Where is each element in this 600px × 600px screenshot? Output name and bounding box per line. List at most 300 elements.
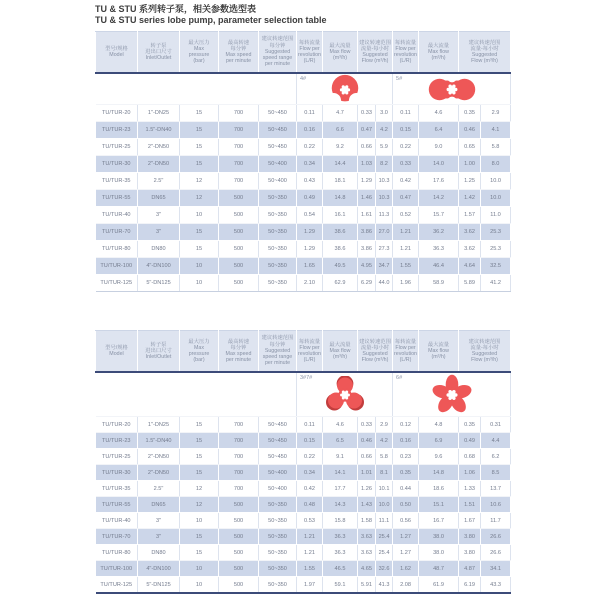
cell-speed-range: 50~450 (259, 417, 297, 433)
table-row (96, 529, 511, 545)
cell-suggested-flow-max-g1: 25.4 (376, 545, 393, 561)
cell-speed-range: 50~350 (259, 241, 297, 258)
cell-max-flow-g1: 62.9 (323, 275, 358, 292)
cell-flow-per-rev-g2: 0.56 (393, 513, 419, 529)
table-row (96, 481, 511, 497)
cell-suggested-flow-max-g1: 10.0 (376, 497, 393, 513)
cell-max-flow-g1: 15.8 (323, 513, 358, 529)
cell-suggested-flow-min-g2: 0.35 (459, 105, 481, 122)
rotor-4-lobe-disc-icon (327, 74, 363, 104)
cell-max-flow-g1: 38.6 (323, 224, 358, 241)
cell-suggested-flow-min-g1: 0.47 (358, 122, 376, 139)
cell-inlet-outlet: 2"-DN50 (138, 449, 180, 465)
cell-max-speed: 500 (219, 545, 259, 561)
cell-model: TU/TUR-40 (96, 207, 138, 224)
cell-max-flow-g2: 14.8 (419, 465, 459, 481)
cell-suggested-flow-max-g1: 11.1 (376, 513, 393, 529)
cell-inlet-outlet: DN65 (138, 190, 180, 207)
cell-max-flow-g2: 38.0 (419, 545, 459, 561)
col-header-max-flow-g2: 最大流量 Max flow (m³/h) (419, 331, 459, 373)
cell-suggested-flow-max-g2: 10.6 (481, 497, 511, 513)
cell-max-flow-g1: 49.5 (323, 258, 358, 275)
cell-max-pressure: 15 (180, 433, 219, 449)
cell-suggested-flow-max-g2: 0.31 (481, 417, 511, 433)
cell-model: TU/TUR-25 (96, 139, 138, 156)
cell-suggested-flow-min-g1: 1.29 (358, 173, 376, 190)
cell-max-pressure: 10 (180, 513, 219, 529)
cell-inlet-outlet: 4"-DN100 (138, 258, 180, 275)
cell-model: TU/TUR-30 (96, 465, 138, 481)
cell-max-speed: 500 (219, 529, 259, 545)
cell-flow-per-rev-g2: 1.27 (393, 529, 419, 545)
cell-max-speed: 500 (219, 207, 259, 224)
cell-speed-range: 50~350 (259, 224, 297, 241)
col-header-max-speed: 最高转速 每分钟 Max speed per minute (219, 32, 259, 74)
cell-speed-range: 50~350 (259, 190, 297, 207)
cell-suggested-flow-max-g1: 41.3 (376, 577, 393, 594)
cell-suggested-flow-min-g1: 0.33 (358, 417, 376, 433)
cell-max-flow-g2: 14.0 (419, 156, 459, 173)
cell-model: TU/TUR-70 (96, 224, 138, 241)
rotor-group-cell-2 (393, 73, 511, 105)
cell-inlet-outlet: 5"-DN125 (138, 577, 180, 594)
cell-flow-per-rev-g1: 1.55 (297, 561, 323, 577)
col-header-flow-per-rev-g1: 每转流量 Flow per revolution (L/R) (297, 331, 323, 373)
cell-max-speed: 700 (219, 433, 259, 449)
cell-inlet-outlet: 3" (138, 224, 180, 241)
cell-max-pressure: 15 (180, 545, 219, 561)
parameter-table-1 (95, 31, 511, 292)
cell-suggested-flow-max-g2: 5.8 (481, 139, 511, 156)
table-row (96, 224, 511, 241)
cell-max-pressure: 12 (180, 190, 219, 207)
cell-flow-per-rev-g1: 0.54 (297, 207, 323, 224)
table-row (96, 156, 511, 173)
cell-speed-range: 50~350 (259, 258, 297, 275)
rotor-group-cell-2 (393, 372, 511, 417)
col-header-max-flow-g1: 最大流量 Max flow (m³/h) (323, 32, 358, 74)
cell-speed-range: 50~450 (259, 122, 297, 139)
cell-flow-per-rev-g1: 1.97 (297, 577, 323, 594)
cell-max-pressure: 15 (180, 465, 219, 481)
cell-flow-per-rev-g2: 0.12 (393, 417, 419, 433)
cell-inlet-outlet: 3" (138, 207, 180, 224)
cell-suggested-flow-min-g2: 1.57 (459, 207, 481, 224)
rotor-group-cell-1 (297, 73, 393, 105)
cell-suggested-flow-min-g2: 1.51 (459, 497, 481, 513)
cell-flow-per-rev-g1: 0.34 (297, 465, 323, 481)
cell-max-pressure: 12 (180, 481, 219, 497)
cell-suggested-flow-max-g2: 8.0 (481, 156, 511, 173)
table-row (96, 545, 511, 561)
cell-speed-range: 50~350 (259, 545, 297, 561)
cell-flow-per-rev-g2: 2.08 (393, 577, 419, 594)
cell-model: TU/TUR-70 (96, 529, 138, 545)
col-header-suggested-flow-g1: 建议转速范围 流量-每小时 Suggested Flow (m³/h) (358, 32, 393, 74)
table-row (96, 561, 511, 577)
table-row (96, 433, 511, 449)
cell-flow-per-rev-g2: 0.42 (393, 173, 419, 190)
cell-max-speed: 500 (219, 224, 259, 241)
cell-inlet-outlet: 5"-DN125 (138, 275, 180, 292)
cell-max-flow-g1: 6.6 (323, 122, 358, 139)
table-row (96, 241, 511, 258)
table-row (96, 275, 511, 292)
cell-suggested-flow-max-g2: 6.2 (481, 449, 511, 465)
cell-flow-per-rev-g2: 1.27 (393, 545, 419, 561)
cell-max-flow-g2: 61.9 (419, 577, 459, 594)
cell-flow-per-rev-g2: 0.52 (393, 207, 419, 224)
cell-suggested-flow-max-g2: 34.1 (481, 561, 511, 577)
cell-flow-per-rev-g1: 0.53 (297, 513, 323, 529)
cell-max-flow-g2: 15.7 (419, 207, 459, 224)
cell-model: TU/TUR-20 (96, 417, 138, 433)
cell-flow-per-rev-g1: 1.21 (297, 529, 323, 545)
cell-max-flow-g1: 14.1 (323, 465, 358, 481)
cell-speed-range: 50~450 (259, 433, 297, 449)
cell-flow-per-rev-g1: 0.42 (297, 481, 323, 497)
cell-max-pressure: 10 (180, 207, 219, 224)
cell-max-flow-g2: 4.8 (419, 417, 459, 433)
cell-suggested-flow-min-g2: 0.46 (459, 122, 481, 139)
table-row (96, 465, 511, 481)
col-header-flow-per-rev-g1: 每转流量 Flow per revolution (L/R) (297, 32, 323, 74)
cell-suggested-flow-min-g2: 0.65 (459, 139, 481, 156)
cell-speed-range: 50~400 (259, 465, 297, 481)
table-row (96, 207, 511, 224)
cell-max-flow-g1: 14.3 (323, 497, 358, 513)
cell-model: TU/TUR-125 (96, 577, 138, 594)
cell-suggested-flow-min-g1: 1.46 (358, 190, 376, 207)
col-header-speed-range: 建议转速范围 每分钟 Suggested speed range per minute (259, 331, 297, 373)
cell-max-flow-g1: 14.4 (323, 156, 358, 173)
cell-speed-range: 50~400 (259, 173, 297, 190)
cell-max-flow-g2: 9.0 (419, 139, 459, 156)
cell-max-flow-g1: 9.1 (323, 449, 358, 465)
cell-flow-per-rev-g2: 0.23 (393, 449, 419, 465)
col-header-suggested-flow-g2: 建议转速范围 流量-每小时 Suggested Flow (m³/h) (459, 331, 511, 373)
cell-max-speed: 700 (219, 449, 259, 465)
cell-inlet-outlet: 1"-DN25 (138, 105, 180, 122)
cell-suggested-flow-max-g2: 41.2 (481, 275, 511, 292)
cell-suggested-flow-max-g1: 27.0 (376, 224, 393, 241)
cell-max-flow-g1: 36.3 (323, 545, 358, 561)
cell-suggested-flow-min-g2: 3.62 (459, 224, 481, 241)
cell-suggested-flow-min-g1: 0.66 (358, 449, 376, 465)
rotor-group-label: 6# (396, 375, 403, 381)
col-header-suggested-flow-g1: 建议转速范围 流量-每小时 Suggested Flow (m³/h) (358, 331, 393, 373)
cell-speed-range: 50~350 (259, 529, 297, 545)
cell-suggested-flow-min-g2: 6.19 (459, 577, 481, 594)
cell-flow-per-rev-g1: 1.29 (297, 241, 323, 258)
cell-flow-per-rev-g2: 0.22 (393, 139, 419, 156)
cell-max-speed: 700 (219, 417, 259, 433)
cell-max-speed: 700 (219, 465, 259, 481)
cell-max-flow-g2: 14.2 (419, 190, 459, 207)
cell-model: TU/TUR-80 (96, 241, 138, 258)
cell-model: TU/TUR-40 (96, 513, 138, 529)
cell-max-speed: 500 (219, 497, 259, 513)
cell-suggested-flow-min-g1: 4.95 (358, 258, 376, 275)
cell-flow-per-rev-g1: 0.11 (297, 105, 323, 122)
cell-max-pressure: 15 (180, 449, 219, 465)
col-header-model: 型号/规格 Model (96, 331, 138, 373)
col-header-inlet-outlet: 转子泵 进出口尺寸 Inlet/Outlet (138, 331, 180, 373)
cell-flow-per-rev-g2: 0.47 (393, 190, 419, 207)
cell-suggested-flow-max-g2: 26.6 (481, 529, 511, 545)
table-row (96, 173, 511, 190)
cell-max-speed: 500 (219, 275, 259, 292)
col-header-speed-range: 建议转速范围 每分钟 Suggested speed range per minute (259, 32, 297, 74)
rotor-group-cell-1 (297, 372, 393, 417)
cell-inlet-outlet: 1"-DN25 (138, 417, 180, 433)
cell-suggested-flow-max-g2: 10.0 (481, 173, 511, 190)
cell-speed-range: 50~450 (259, 105, 297, 122)
cell-max-pressure: 15 (180, 241, 219, 258)
col-header-max-pressure: 最大压力 Max pressure (bar) (180, 32, 219, 74)
rotor-group-label: 3#7# (300, 375, 313, 381)
cell-max-flow-g1: 4.6 (323, 417, 358, 433)
rotor-row-spacer (96, 73, 297, 105)
cell-max-pressure: 15 (180, 105, 219, 122)
cell-max-flow-g2: 6.9 (419, 433, 459, 449)
cell-max-flow-g2: 46.4 (419, 258, 459, 275)
cell-suggested-flow-min-g1: 1.61 (358, 207, 376, 224)
cell-flow-per-rev-g2: 0.33 (393, 156, 419, 173)
col-header-suggested-flow-g2: 建议转速范围 流量-每小时 Suggested Flow (m³/h) (459, 32, 511, 74)
cell-max-pressure: 12 (180, 173, 219, 190)
cell-suggested-flow-min-g1: 1.01 (358, 465, 376, 481)
cell-suggested-flow-max-g1: 44.0 (376, 275, 393, 292)
cell-max-flow-g1: 46.5 (323, 561, 358, 577)
cell-flow-per-rev-g1: 1.21 (297, 545, 323, 561)
cell-inlet-outlet: DN80 (138, 241, 180, 258)
cell-max-flow-g2: 18.6 (419, 481, 459, 497)
cell-model: TU/TUR-35 (96, 481, 138, 497)
cell-suggested-flow-max-g2: 26.6 (481, 545, 511, 561)
cell-speed-range: 50~350 (259, 561, 297, 577)
cell-suggested-flow-min-g1: 0.33 (358, 105, 376, 122)
cell-max-speed: 500 (219, 190, 259, 207)
cell-suggested-flow-max-g1: 3.0 (376, 105, 393, 122)
col-header-max-speed: 最高转速 每分钟 Max speed per minute (219, 331, 259, 373)
cell-inlet-outlet: DN80 (138, 545, 180, 561)
table-row (96, 122, 511, 139)
cell-suggested-flow-min-g1: 3.86 (358, 241, 376, 258)
table-row (96, 139, 511, 156)
cell-flow-per-rev-g2: 0.16 (393, 433, 419, 449)
cell-suggested-flow-min-g1: 6.29 (358, 275, 376, 292)
cell-flow-per-rev-g2: 0.15 (393, 122, 419, 139)
cell-model: TU/TUR-35 (96, 173, 138, 190)
cell-suggested-flow-min-g2: 4.87 (459, 561, 481, 577)
cell-suggested-flow-max-g1: 25.4 (376, 529, 393, 545)
cell-flow-per-rev-g1: 0.48 (297, 497, 323, 513)
cell-suggested-flow-min-g1: 4.65 (358, 561, 376, 577)
rotor-row-spacer (96, 372, 297, 417)
table-row (96, 190, 511, 207)
cell-suggested-flow-max-g1: 32.6 (376, 561, 393, 577)
parameter-table-2 (95, 330, 511, 594)
cell-speed-range: 50~450 (259, 449, 297, 465)
table-row (96, 449, 511, 465)
cell-model: TU/TUR-25 (96, 449, 138, 465)
cell-suggested-flow-min-g2: 0.49 (459, 433, 481, 449)
cell-model: TU/TUR-23 (96, 122, 138, 139)
cell-suggested-flow-max-g2: 32.5 (481, 258, 511, 275)
cell-max-pressure: 15 (180, 529, 219, 545)
cell-max-flow-g2: 17.6 (419, 173, 459, 190)
header-row (96, 32, 511, 74)
cell-suggested-flow-max-g1: 27.3 (376, 241, 393, 258)
cell-max-speed: 500 (219, 561, 259, 577)
page-title (95, 4, 327, 26)
cell-speed-range: 50~350 (259, 513, 297, 529)
cell-suggested-flow-min-g2: 3.62 (459, 241, 481, 258)
cell-max-pressure: 15 (180, 139, 219, 156)
cell-suggested-flow-min-g1: 5.91 (358, 577, 376, 594)
rotor-group-label: 5# (396, 76, 403, 82)
cell-inlet-outlet: 2.5" (138, 173, 180, 190)
cell-max-speed: 500 (219, 577, 259, 594)
cell-max-flow-g1: 36.3 (323, 529, 358, 545)
col-header-max-flow-g2: 最大流量 Max flow (m³/h) (419, 32, 459, 74)
cell-max-speed: 700 (219, 156, 259, 173)
cell-flow-per-rev-g2: 1.55 (393, 258, 419, 275)
col-header-model: 型号/规格 Model (96, 32, 138, 74)
cell-suggested-flow-max-g2: 4.1 (481, 122, 511, 139)
cell-speed-range: 50~450 (259, 139, 297, 156)
cell-max-speed: 700 (219, 481, 259, 497)
cell-suggested-flow-min-g1: 3.63 (358, 545, 376, 561)
rotor-group-label: 4# (300, 76, 307, 82)
cell-suggested-flow-max-g1: 34.7 (376, 258, 393, 275)
cell-suggested-flow-max-g1: 10.1 (376, 481, 393, 497)
cell-max-pressure: 12 (180, 497, 219, 513)
cell-suggested-flow-max-g1: 11.3 (376, 207, 393, 224)
cell-speed-range: 50~350 (259, 275, 297, 292)
cell-suggested-flow-max-g1: 10.3 (376, 173, 393, 190)
cell-max-flow-g1: 17.7 (323, 481, 358, 497)
cell-inlet-outlet: 2"-DN50 (138, 139, 180, 156)
cell-model: TU/TUR-100 (96, 561, 138, 577)
cell-max-flow-g2: 15.1 (419, 497, 459, 513)
cell-model: TU/TUR-80 (96, 545, 138, 561)
cell-suggested-flow-min-g2: 1.00 (459, 156, 481, 173)
cell-max-flow-g1: 18.1 (323, 173, 358, 190)
rotor-row (96, 372, 511, 417)
cell-suggested-flow-min-g2: 1.67 (459, 513, 481, 529)
rotor-flower-icon (431, 374, 473, 416)
cell-suggested-flow-min-g2: 4.64 (459, 258, 481, 275)
cell-suggested-flow-max-g2: 2.9 (481, 105, 511, 122)
cell-max-pressure: 10 (180, 577, 219, 594)
cell-model: TU/TUR-125 (96, 275, 138, 292)
cell-inlet-outlet: 2.5" (138, 481, 180, 497)
cell-suggested-flow-max-g1: 8.1 (376, 465, 393, 481)
cell-flow-per-rev-g1: 0.16 (297, 122, 323, 139)
cell-max-speed: 700 (219, 122, 259, 139)
cell-inlet-outlet: 3" (138, 529, 180, 545)
cell-suggested-flow-min-g2: 3.80 (459, 545, 481, 561)
col-header-max-flow-g1: 最大流量 Max flow (m³/h) (323, 331, 358, 373)
page-title-en: TU & STU series lobe pump, parameter selection table (95, 15, 327, 25)
table-row (96, 105, 511, 122)
cell-suggested-flow-min-g1: 3.86 (358, 224, 376, 241)
cell-max-flow-g1: 38.6 (323, 241, 358, 258)
cell-flow-per-rev-g1: 2.10 (297, 275, 323, 292)
cell-suggested-flow-max-g1: 4.2 (376, 433, 393, 449)
cell-max-flow-g1: 16.1 (323, 207, 358, 224)
cell-flow-per-rev-g2: 1.21 (393, 224, 419, 241)
cell-suggested-flow-min-g2: 1.33 (459, 481, 481, 497)
col-header-flow-per-rev-g2: 每转流量 Flow per revolution (L/R) (393, 32, 419, 74)
cell-model: TU/TUR-23 (96, 433, 138, 449)
cell-flow-per-rev-g1: 0.15 (297, 433, 323, 449)
cell-max-pressure: 15 (180, 224, 219, 241)
cell-suggested-flow-min-g2: 5.89 (459, 275, 481, 292)
cell-flow-per-rev-g2: 0.50 (393, 497, 419, 513)
cell-model: TU/TUR-55 (96, 497, 138, 513)
rotor-row (96, 73, 511, 105)
cell-inlet-outlet: 2"-DN50 (138, 156, 180, 173)
cell-speed-range: 50~350 (259, 207, 297, 224)
cell-max-flow-g2: 6.4 (419, 122, 459, 139)
cell-suggested-flow-max-g2: 43.3 (481, 577, 511, 594)
cell-flow-per-rev-g1: 0.22 (297, 139, 323, 156)
cell-suggested-flow-max-g2: 11.0 (481, 207, 511, 224)
cell-max-pressure: 10 (180, 258, 219, 275)
cell-flow-per-rev-g1: 0.22 (297, 449, 323, 465)
cell-suggested-flow-max-g2: 13.7 (481, 481, 511, 497)
cell-max-flow-g1: 4.7 (323, 105, 358, 122)
cell-inlet-outlet: 1.5"-DN40 (138, 433, 180, 449)
cell-inlet-outlet: DN65 (138, 497, 180, 513)
table-row (96, 417, 511, 433)
cell-inlet-outlet: 4"-DN100 (138, 561, 180, 577)
cell-suggested-flow-min-g2: 3.80 (459, 529, 481, 545)
cell-max-speed: 700 (219, 139, 259, 156)
cell-suggested-flow-min-g2: 0.35 (459, 417, 481, 433)
cell-suggested-flow-min-g2: 0.68 (459, 449, 481, 465)
cell-suggested-flow-min-g1: 0.66 (358, 139, 376, 156)
cell-max-flow-g2: 58.9 (419, 275, 459, 292)
page-title-zh: TU & STU 系列转子泵，相关参数选型表 (95, 4, 256, 14)
cell-flow-per-rev-g1: 0.11 (297, 417, 323, 433)
cell-max-pressure: 15 (180, 156, 219, 173)
cell-flow-per-rev-g1: 1.65 (297, 258, 323, 275)
cell-suggested-flow-max-g1: 2.9 (376, 417, 393, 433)
cell-flow-per-rev-g1: 0.49 (297, 190, 323, 207)
cell-suggested-flow-min-g1: 1.03 (358, 156, 376, 173)
cell-suggested-flow-max-g2: 8.5 (481, 465, 511, 481)
cell-suggested-flow-min-g1: 1.58 (358, 513, 376, 529)
cell-model: TU/TUR-20 (96, 105, 138, 122)
cell-flow-per-rev-g2: 0.44 (393, 481, 419, 497)
cell-max-flow-g1: 6.5 (323, 433, 358, 449)
cell-suggested-flow-max-g2: 25.3 (481, 224, 511, 241)
cell-inlet-outlet: 2"-DN50 (138, 465, 180, 481)
cell-suggested-flow-min-g1: 3.63 (358, 529, 376, 545)
cell-suggested-flow-max-g2: 10.0 (481, 190, 511, 207)
table-row (96, 513, 511, 529)
cell-max-speed: 500 (219, 241, 259, 258)
table-row (96, 258, 511, 275)
cell-max-pressure: 15 (180, 417, 219, 433)
col-header-inlet-outlet: 转子泵 进出口尺寸 Inlet/Outlet (138, 32, 180, 74)
cell-max-flow-g2: 38.0 (419, 529, 459, 545)
cell-max-flow-g2: 36.2 (419, 224, 459, 241)
